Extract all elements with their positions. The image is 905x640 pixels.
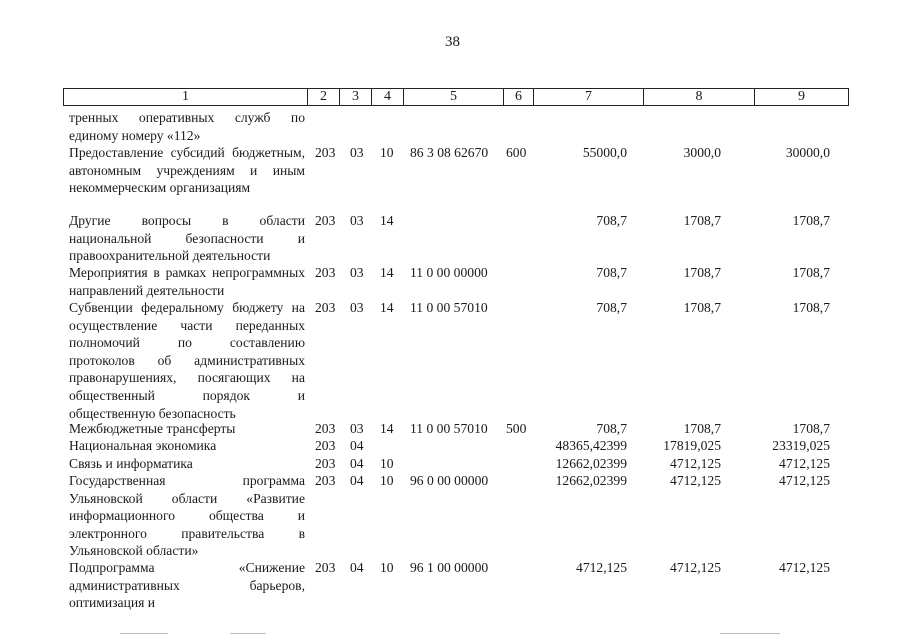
row-col-7: 12662,02399 xyxy=(555,473,627,488)
row-col-4: 10 xyxy=(380,145,394,160)
row-col-8: 4712,125 xyxy=(670,456,721,471)
row-col-6: 500 xyxy=(506,421,527,436)
row-col-7: 708,7 xyxy=(596,421,627,436)
row-col-8: 1708,7 xyxy=(683,213,721,228)
row-col-4: 14 xyxy=(380,213,394,228)
row-col-3: 04 xyxy=(350,438,364,453)
row-col-3: 03 xyxy=(350,145,364,160)
row-col-2: 203 xyxy=(315,473,336,488)
row-description: Межбюджетные трансферты xyxy=(69,421,236,436)
row-col-9: 1708,7 xyxy=(792,421,830,436)
scan-artifact xyxy=(120,633,168,634)
row-col-3: 04 xyxy=(350,473,364,488)
row-col-3: 03 xyxy=(350,265,364,280)
header-col-6: 6 xyxy=(504,89,534,105)
row-col-4: 14 xyxy=(380,300,394,315)
row-col-8: 1708,7 xyxy=(683,300,721,315)
row-col-9: 1708,7 xyxy=(792,300,830,315)
row-col-9: 4712,125 xyxy=(779,456,830,471)
row-col-7: 708,7 xyxy=(596,265,627,280)
row-col-3: 03 xyxy=(350,421,364,436)
row-col-9: 4712,125 xyxy=(779,473,830,488)
row-col-5: 96 1 00 00000 xyxy=(410,560,489,575)
row-col-7: 55000,0 xyxy=(582,145,627,160)
row-description: Подпрограмма «Снижение административных барьеров, оптимизация и xyxy=(69,560,305,611)
row-description: Другие вопросы в области национальной безопасности и правоохранительной деятельности xyxy=(69,213,305,264)
header-col-7: 7 xyxy=(534,89,644,105)
row-col-2: 203 xyxy=(315,560,336,575)
header-col-1: 1 xyxy=(64,89,308,105)
row-col-5: 86 3 08 62670 xyxy=(410,145,489,160)
header-col-4: 4 xyxy=(372,89,404,105)
row-description: Национальная экономика xyxy=(69,438,217,453)
row-description: Государственная программа Ульяновской области «Развитие информационного общества и электронного правительства в Ульяновской области» xyxy=(69,473,305,559)
row-description: Связь и информатика xyxy=(69,456,193,471)
row-col-7: 708,7 xyxy=(596,213,627,228)
row-col-7: 708,7 xyxy=(596,300,627,315)
scan-artifact xyxy=(720,633,780,634)
row-col-8: 4712,125 xyxy=(670,473,721,488)
row-col-7: 4712,125 xyxy=(576,560,627,575)
row-col-4: 10 xyxy=(380,560,394,575)
header-col-9: 9 xyxy=(798,89,805,104)
row-col-3: 04 xyxy=(350,560,364,575)
header-col-3: 3 xyxy=(340,89,372,105)
row-col-8: 4712,125 xyxy=(670,560,721,575)
row-col-5: 11 0 00 57010 xyxy=(410,300,488,315)
scan-artifact xyxy=(230,633,266,634)
row-col-2: 203 xyxy=(315,456,336,471)
row-col-8: 1708,7 xyxy=(683,265,721,280)
row-col-9: 30000,0 xyxy=(785,145,830,160)
row-col-6: 600 xyxy=(506,145,527,160)
row-col-7: 12662,02399 xyxy=(555,456,627,471)
row-col-5: 96 0 00 00000 xyxy=(410,473,489,488)
row-col-2: 203 xyxy=(315,213,336,228)
row-col-9: 23319,025 xyxy=(772,438,830,453)
row-col-3: 04 xyxy=(350,456,364,471)
page-number: 38 xyxy=(445,34,460,50)
row-description: тренных оперативных служб по единому номеру «112» xyxy=(69,110,305,143)
row-col-8: 17819,025 xyxy=(663,438,721,453)
row-col-3: 03 xyxy=(350,300,364,315)
row-col-2: 203 xyxy=(315,421,336,436)
row-col-5: 11 0 00 57010 xyxy=(410,421,488,436)
row-col-4: 14 xyxy=(380,421,394,436)
row-col-4: 10 xyxy=(380,473,394,488)
row-col-2: 203 xyxy=(315,438,336,453)
row-description: Субвенции федеральному бюджету на осуществление части переданных полномочий по составлению протоколов об административных правонарушениях, посягающих на общественный порядок и общественную безопасность xyxy=(69,300,305,421)
header-col-8: 8 xyxy=(644,89,755,105)
row-col-4: 14 xyxy=(380,265,394,280)
row-col-9: 1708,7 xyxy=(792,213,830,228)
row-col-2: 203 xyxy=(315,300,336,315)
row-col-2: 203 xyxy=(315,265,336,280)
row-col-7: 48365,42399 xyxy=(555,438,627,453)
row-description: Предоставление субсидий бюджетным, автономным учреждениям и иным некоммерческим организациям xyxy=(69,145,305,196)
row-col-2: 203 xyxy=(315,145,336,160)
row-col-9: 4712,125 xyxy=(779,560,830,575)
row-col-3: 03 xyxy=(350,213,364,228)
header-col-5: 5 xyxy=(404,89,504,105)
row-col-4: 10 xyxy=(380,456,394,471)
table-header xyxy=(63,88,849,106)
row-col-8: 1708,7 xyxy=(683,421,721,436)
row-col-8: 3000,0 xyxy=(683,145,721,160)
row-description: Мероприятия в рамках непрограммных направлений деятельности xyxy=(69,265,305,298)
row-col-9: 1708,7 xyxy=(792,265,830,280)
row-col-5: 11 0 00 00000 xyxy=(410,265,488,280)
header-col-2: 2 xyxy=(308,89,340,105)
